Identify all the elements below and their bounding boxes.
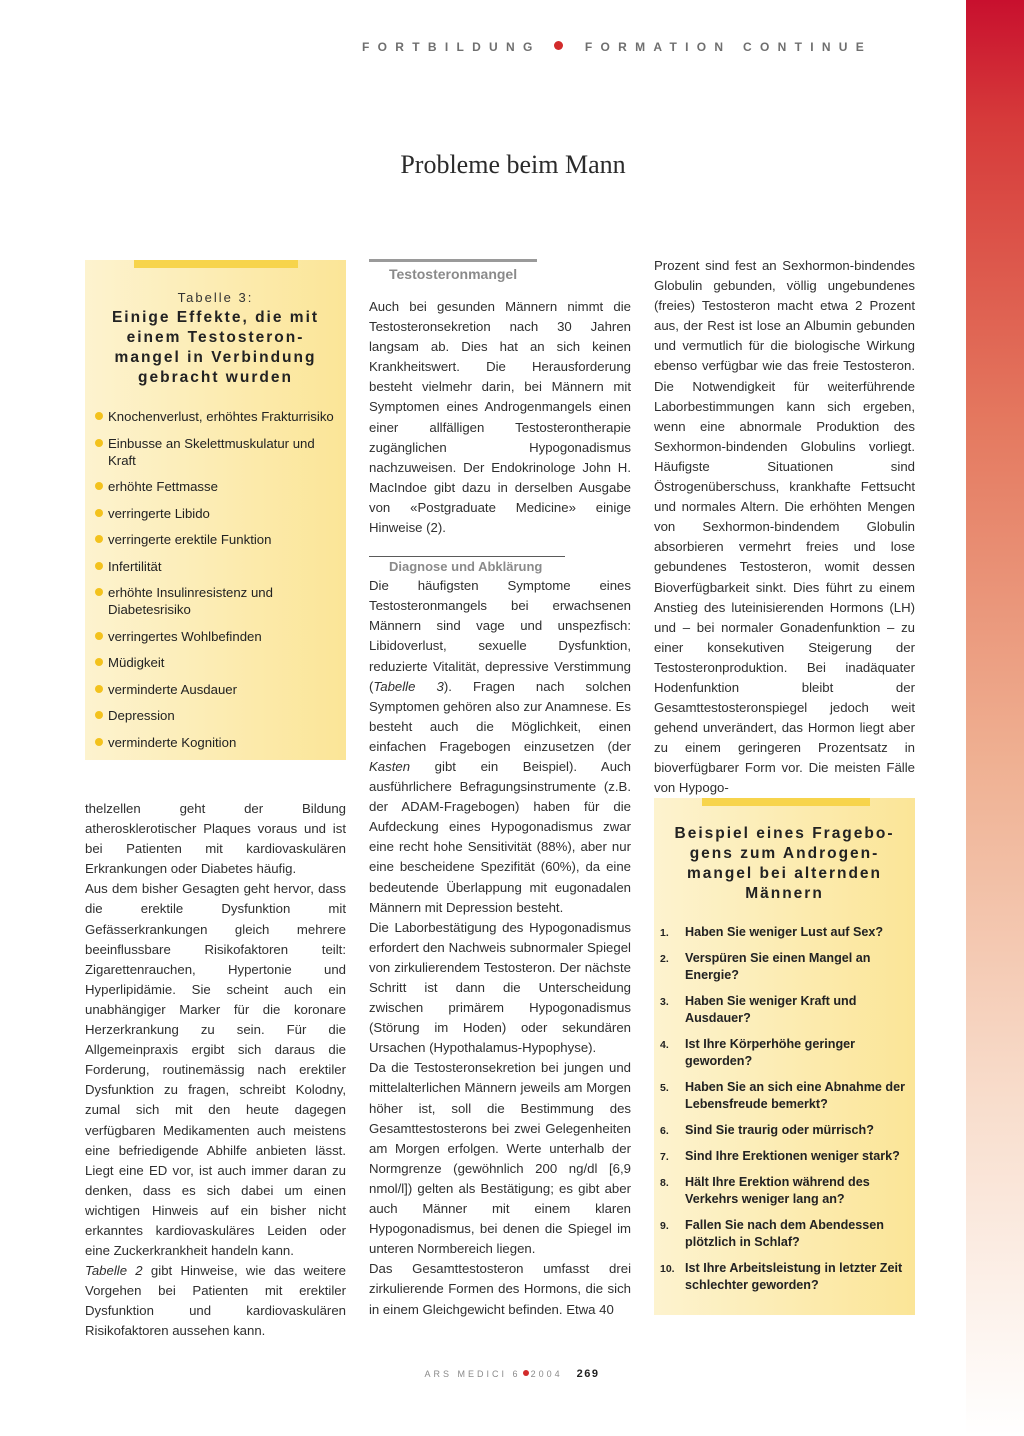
bullet-icon [95, 412, 103, 420]
bullet-icon [95, 482, 103, 490]
question-item [660, 1260, 910, 1294]
list-item [93, 654, 339, 671]
bullet-icon [95, 738, 103, 746]
list-item [93, 707, 339, 724]
question-item [660, 1036, 910, 1070]
list-item [93, 478, 339, 495]
question-number: 3. [660, 996, 669, 1008]
question-number: 9. [660, 1220, 669, 1232]
table-heading-line: gebracht wurden [138, 369, 293, 386]
bullet-icon [95, 509, 103, 517]
table-reference: Tabelle 2 [85, 1263, 143, 1279]
body-paragraph: Auch bei gesunden Männern nimmt die Testosteronsekretion nach 30 Jahren langsam ab. Dies hat an sich keinen Krankheitswert. Die Herausforderung besteht vielmehr darin, bei Männern mit Symptomen eines Androgenmangels einen einer allfälligen Testosterontherapie zugänglichen Hypogonadismus nachzuweisen. Der Endokrinologe John H. MacIndoe gibt dazu in derselben Ausgabe von «Postgraduate Medicine» einige Hinweise (2). [369, 299, 631, 536]
left-column [85, 799, 346, 1342]
list-item [93, 408, 339, 425]
header-dot-icon [554, 41, 563, 50]
question-text: Sind Ihre Erektionen weniger stark? [685, 1149, 900, 1163]
question-text: Ist Ihre Arbeitsleistung in letzter Zeit schlechter geworden? [685, 1261, 903, 1292]
journal-year: 2004 [530, 1369, 563, 1379]
table-heading-line: einem Testosteron- [126, 329, 305, 346]
header-section-fr: FORMATION CONTINUE [584, 40, 873, 54]
body-paragraph [85, 1261, 346, 1341]
list-item [93, 628, 339, 645]
list-item-text: verringerte Libido [108, 505, 210, 521]
list-item-text: Depression [108, 708, 175, 723]
list-item-text: verringertes Wohlbefinden [108, 628, 262, 644]
question-number: 7. [660, 1151, 669, 1163]
question-number: 8. [660, 1177, 669, 1189]
bullet-icon [95, 535, 103, 543]
questionnaire-heading-line: gens zum Androgen- [689, 845, 880, 862]
box-tab [134, 260, 298, 268]
question-list [660, 924, 910, 1303]
question-item [660, 950, 910, 984]
question-text: Haben Sie an sich eine Abnahme der Lebensfreude bemerkt? [685, 1080, 905, 1111]
decorative-side-bar [966, 0, 1024, 1436]
subsection-rule [369, 556, 565, 557]
list-item [93, 505, 339, 522]
question-number: 4. [660, 1039, 669, 1051]
table-reference: Tabelle 3 [373, 678, 444, 694]
body-paragraph: thelzellen geht der Bildung atherosklerotischer Plaques voraus und ist bei Patienten mit kardiovaskulären Erkrankungen oder Diabetes häufig. [85, 801, 346, 877]
list-item-text: verminderte Ausdauer [108, 681, 238, 697]
question-item [660, 924, 910, 941]
box-tab [702, 798, 870, 806]
running-header [362, 40, 922, 54]
question-text: Verspüren Sie einen Mangel an Energie? [685, 951, 871, 982]
box-reference: Kasten [369, 758, 411, 774]
list-item-text: erhöhte Fettmasse [108, 479, 218, 494]
bullet-icon [95, 658, 103, 666]
body-paragraph: Aus dem bisher Gesagten geht hervor, dass die erektile Dysfunktion mit Gefässerkrankungen gleich mehrere beeinflussbare Risikofaktoren teilt: Zigarettenrauchen, Hypertonie und Hyperlipidämie. Sie scheint auch ein unabhängiger Marker für die koronare Herzerkrankung zu sein. Für die Allgemeinpraxis ergibt sich daraus die Forderung, routinemässig nach erektiler Dysfunktion zu fragen, schreibt Kolodny, zumal sich mit den heute dagegen verfügbaren Medikamenten auch meistens eine befriedigende Abhilfe anbieten lässt. Liegt eine ED vor, ist auch immer daran zu denken, dass es sich dabei um einen wichtigen Hinweis auf ein bisher nicht erkanntes kardiovaskuläres Leiden oder eine Zuckerkrankheit handeln kann. [85, 881, 346, 1259]
page-footer [0, 1368, 1024, 1380]
page-title: Probleme beim Mann [400, 150, 626, 179]
body-text: Die häufigsten Symptome eines Testosteronmangels bei erwachsenen Männern sind vage und unspezfisch: Libidoverlust, sexuelle Dysfunktion, reduzierte Vitalität, depressive Verstimmung ( [369, 578, 631, 694]
list-item [93, 435, 339, 469]
body-paragraph: Prozent sind fest an Sexhormon-bindendes Globulin gebunden, völlig ungebundenes (freies) Testosteron macht etwa 2 Prozent aus, der Rest ist lose an Albumin gebunden und vermutlich für die biologische Wirkung ebenso verfügbar wie das freie Testosteron. Die Notwendigkeit für weiterführende Laborbestimmungen kann sich ergeben, wenn eine abnormale Produktion des Sexhormon-bindenden Globulins vorliegt. Häufigste Situationen sind Östrogenüberschuss, krankhafte Fettsucht und normales Altern. Die erhöhten Mengen von Sexhormon-bindendem Globulin absorbieren vermehrt freies und lose gebundenes Testosteron, womit dessen Bioverfügbarkeit sinkt. Dies führt zu einem Anstieg des luteinisierenden Hormons (LH) und – bei normaler Gonadenfunktion – zu einer konsekutiven Steigerung der Testosteronproduktion. Bei inadäquater Hodenfunktion bleibt der Gesamttestosteronspiegel jedoch weit gehend unverändert, das Hormon liegt aber zu einem geringeren Prozentsatz in bioverfügbarer Form vor. Die meisten Fälle von Hypogo- [654, 258, 915, 796]
journal-name: ARS MEDICI 6 [424, 1369, 521, 1379]
list-item-text: verminderte Kognition [108, 734, 237, 750]
page-number: 269 [576, 1368, 600, 1380]
question-item [660, 1122, 910, 1139]
list-item-text: Müdigkeit [108, 655, 165, 670]
question-item [660, 1148, 910, 1165]
question-text: Fallen Sie nach dem Abendessen plötzlich in Schlaf? [685, 1218, 884, 1249]
questionnaire-box [654, 798, 915, 1315]
questionnaire-heading-line: Beispiel eines Fragebo- [674, 825, 895, 842]
list-item [93, 531, 339, 548]
question-number: 5. [660, 1082, 669, 1094]
table-3-box [85, 260, 346, 760]
question-item [660, 1174, 910, 1208]
list-item [93, 734, 339, 751]
list-item-text: Einbusse an Skelettmuskulatur und Kraft [108, 435, 315, 468]
questionnaire-heading-line: mangel bei alternden [686, 865, 883, 882]
body-text: gibt ein Beispiel). Auch ausführlichere Befragungsinstrumente (z.B. der ADAM-Fragebogen) haben für die Aufdeckung eines Hypogonadismus zwar eine recht hohe Sensitivität (88%), aber nur eine bescheidene Spezifität (60%), da eine bedeutende Überlappung mit eugonadalen Männern mit Depression besteht. [369, 758, 631, 915]
bullet-icon [95, 711, 103, 719]
body-paragraph: Das Gesamttestosteron umfasst drei zirkulierende Formen des Hormons, die sich in einem Gleichgewicht befinden. Etwa 40 [369, 1261, 631, 1317]
body-paragraph: Die Laborbestätigung des Hypogonadismus erfordert den Nachweis subnormaler Spiegel von zirkulierendem Testosteron. Der nächste Schritt ist dann die Unterscheidung zwischen primärem Hypogonadismus (Störung im Hoden) oder sekundären Ursachen (Hypothalamus-Hypophyse). [369, 919, 631, 1056]
table-heading-line: Einige Effekte, die mit [111, 309, 320, 326]
question-text: Haben Sie weniger Kraft und Ausdauer? [685, 994, 857, 1025]
question-number: 1. [660, 927, 669, 939]
question-item [660, 993, 910, 1027]
table-heading [85, 308, 346, 388]
body-text: ). Fragen nach solchen Symptomen gehören also zur Anamnese. Es besteht auch die Möglichkeit, einen einfachen Fragebogen einzusetzen (der [369, 678, 631, 754]
section-rule [369, 259, 537, 262]
question-text: Hält Ihre Erektion während des Verkehrs weniger lang an? [685, 1175, 870, 1206]
bullet-icon [95, 685, 103, 693]
subsection-title: Diagnose und Abklärung [389, 559, 543, 575]
question-item [660, 1079, 910, 1113]
bullet-icon [95, 562, 103, 570]
list-item [93, 558, 339, 575]
section-header [369, 259, 631, 282]
bullet-icon [95, 632, 103, 640]
subsection-header [369, 556, 631, 576]
question-number: 10. [660, 1263, 675, 1275]
header-section-de: FORTBILDUNG [362, 40, 541, 54]
question-text: Haben Sie weniger Lust auf Sex? [685, 925, 884, 939]
table-caption: Tabelle 3: [177, 290, 254, 305]
questionnaire-heading [654, 824, 915, 904]
middle-column [369, 297, 631, 1320]
list-item [93, 681, 339, 698]
bullet-icon [95, 439, 103, 447]
right-column [654, 256, 915, 799]
list-item [93, 584, 339, 618]
list-item-text: Knochenverlust, erhöhtes Frakturrisiko [108, 409, 334, 424]
question-item [660, 1217, 910, 1251]
questionnaire-heading-line: Männern [745, 885, 824, 902]
list-item-text: verringerte erektile Funktion [108, 532, 272, 547]
question-text: Ist Ihre Körperhöhe geringer geworden? [685, 1037, 856, 1068]
question-number: 2. [660, 953, 669, 965]
effects-list [93, 408, 339, 760]
question-text: Sind Sie traurig oder mürrisch? [685, 1123, 874, 1137]
list-item-text: erhöhte Insulinresistenz und Diabetesrisiko [108, 585, 273, 617]
question-number: 6. [660, 1125, 669, 1137]
body-paragraph [369, 576, 631, 918]
table-heading-line: mangel in Verbindung [114, 349, 317, 366]
list-item-text: Infertilität [108, 558, 162, 574]
body-text: gibt Hinweise, wie das weitere Vorgehen bei Patienten mit erektiler Dysfunktion und kardiovaskulären Risikofaktoren aussehen kann. [85, 1263, 347, 1339]
bullet-icon [95, 588, 103, 596]
footer-dot-icon [523, 1370, 529, 1376]
body-paragraph: Da die Testosteronsekretion bei jungen und mittelalterlichen Männern jeweils am Morgen höher ist, soll die Bestimmung des Gesamttestosterons bei zwei Gelegenheiten am Morgen erfolgen. Werte unterhalb der Normgrenze (gewöhnlich 200 ng/dl [6,9 nmol/l]) gelten als Bestätigung; es gibt aber auch Männer mit einem klaren Hypogonadismus, bei denen die Spiegel im unteren Normbereich liegen. [369, 1060, 631, 1257]
section-title: Testosteronmangel [389, 266, 518, 282]
